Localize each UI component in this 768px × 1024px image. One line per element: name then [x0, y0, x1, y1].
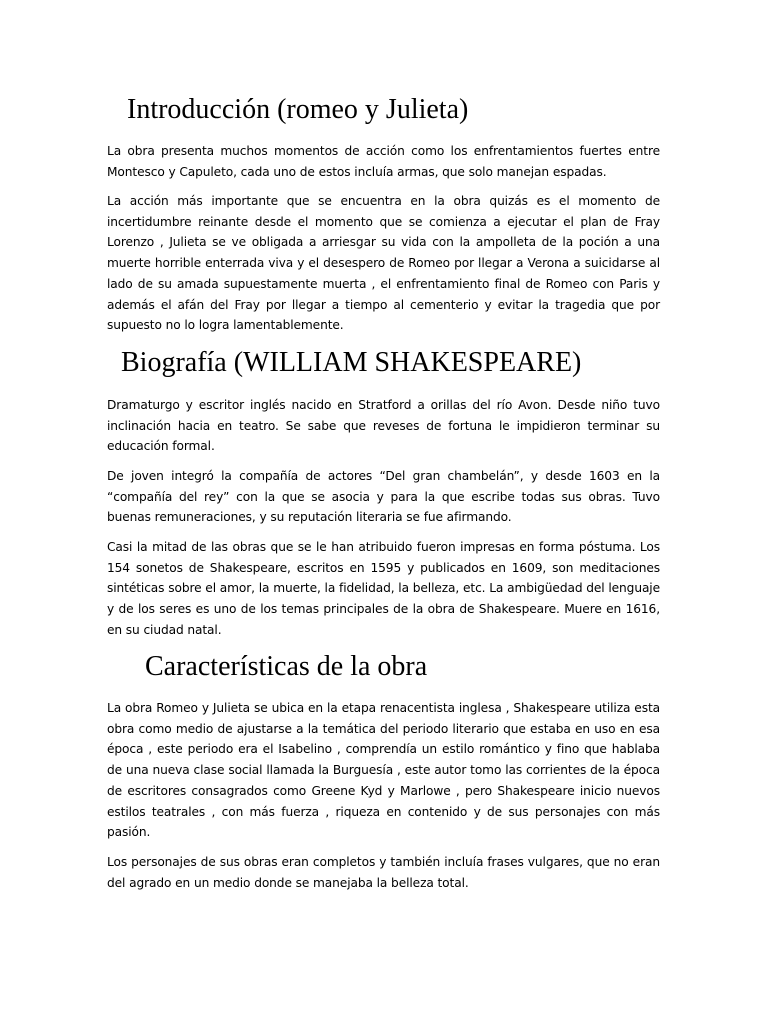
paragraph: De joven integró la compañía de actores “Del gran chambelán”, y desde 1603 en la “compañía del rey” con la que se asocia y para la que escribe todas sus obras. Tuvo buenas remuneraciones, y su reputación literaria se fue afirmando.	[107, 469, 660, 525]
section-heading-introduccion: Introducción (romeo y Julieta)	[127, 94, 469, 125]
section-heading-biografia: Biografía (WILLIAM SHAKESPEARE)	[121, 347, 582, 378]
paragraph: Los personajes de sus obras eran completos y también incluía frases vulgares, que no eran del agrado en un medio donde se manejaba la belleza total.	[107, 855, 660, 890]
section-heading-caracteristicas: Características de la obra	[145, 651, 428, 682]
paragraph: La acción más importante que se encuentra en la obra quizás es el momento de incertidumbre reinante desde el momento que se comienza a ejecutar el plan de Fray Lorenzo , Julieta se ve obligada a arriesgar su vida con la ampolleta de la poción a una muerte horrible enterrada viva y el desespero de Romeo por llegar a Verona a suicidarse al lado de su amada supuestamente muerta , el enfrentamiento final de Romeo con Paris y además el afán del Fray por llegar a tiempo al cementerio y evitar la tragedia que por supuesto no lo logra lamentablemente.	[107, 194, 660, 333]
paragraph: La obra Romeo y Julieta se ubica en la etapa renacentista inglesa , Shakespeare utiliza esta obra como medio de ajustarse a la temática del periodo literario que estaba en uso en esa época , este periodo era el Isabelino , comprendía un estilo romántico y fino que hablaba de una nueva clase social llamada la Burguesía , este autor tomo las corrientes de la época de escritores consagrados como Greene Kyd y Marlowe , pero Shakespeare inicio nuevos estilos teatrales , con más fuerza , riqueza en contenido y de sus personajes con más pasión.	[107, 701, 660, 840]
paragraph: Casi la mitad de las obras que se le han atribuido fueron impresas en forma póstuma. Los 154 sonetos de Shakespeare, escritos en 1595 y publicados en 1609, son meditaciones sintéticas sobre el amor, la muerte, la fidelidad, la belleza, etc. La ambigüedad del lenguaje y de los seres es uno de los temas principales de la obra de Shakespeare. Muere en 1616, en su ciudad natal.	[107, 540, 660, 637]
paragraph: La obra presenta muchos momentos de acción como los enfrentamientos fuertes entre Montesco y Capuleto, cada uno de estos incluía armas, que solo manejan espadas.	[107, 144, 660, 179]
paragraph: Dramaturgo y escritor inglés nacido en Stratford a orillas del río Avon. Desde niño tuvo inclinación hacia en teatro. Se sabe que reveses de fortuna le impidieron terminar su educación formal.	[107, 398, 660, 454]
